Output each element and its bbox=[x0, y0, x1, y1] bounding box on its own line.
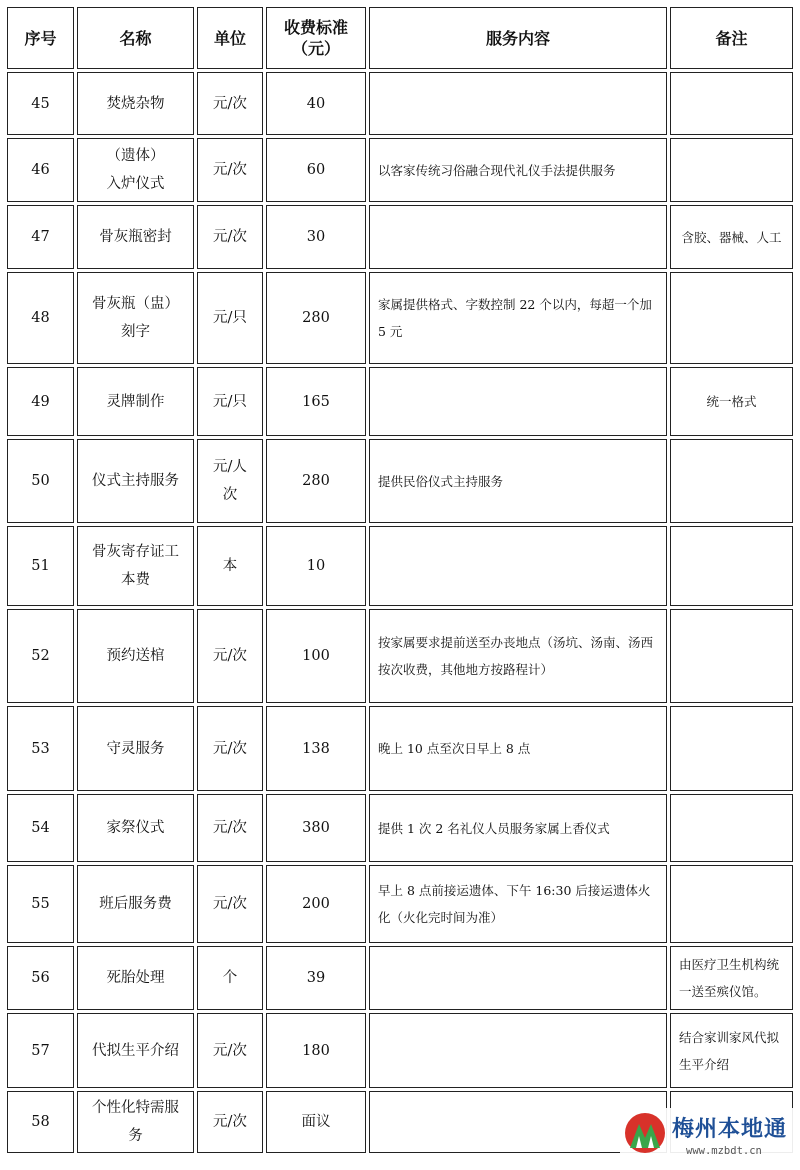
cell-name: 死胎处理 bbox=[77, 946, 194, 1010]
cell-note bbox=[670, 439, 793, 523]
cell-note bbox=[670, 526, 793, 606]
cell-unit: 本 bbox=[197, 526, 263, 606]
table-row bbox=[7, 1013, 793, 1088]
cell-name: 守灵服务 bbox=[77, 706, 194, 791]
cell-name: 预约送棺 bbox=[77, 609, 194, 703]
table-row bbox=[7, 439, 793, 523]
cell-name: 骨灰瓶密封 bbox=[77, 205, 194, 269]
watermark bbox=[620, 1108, 798, 1168]
cell-service: 家属提供格式、字数控制 22 个以内，每超一个加 5 元 bbox=[369, 272, 667, 364]
table-row bbox=[7, 367, 793, 436]
header-no: 序号 bbox=[7, 7, 74, 69]
table-row bbox=[7, 138, 793, 202]
cell-name: 骨灰寄存证工本费 bbox=[77, 526, 194, 606]
cell-fee: 面议 bbox=[266, 1091, 366, 1153]
cell-name: 灵牌制作 bbox=[77, 367, 194, 436]
cell-name: （遗体）入炉仪式 bbox=[77, 138, 194, 202]
cell-fee: 30 bbox=[266, 205, 366, 269]
cell-service: 早上 8 点前接运遗体、下午 16:30 后接运遗体火化（火化完时间为准） bbox=[369, 865, 667, 943]
cell-service bbox=[369, 946, 667, 1010]
cell-note bbox=[670, 609, 793, 703]
cell-service bbox=[369, 526, 667, 606]
cell-note bbox=[670, 706, 793, 791]
cell-name: 家祭仪式 bbox=[77, 794, 194, 862]
cell-unit: 元/次 bbox=[197, 706, 263, 791]
header-note: 备注 bbox=[670, 7, 793, 69]
cell-no: 55 bbox=[7, 865, 74, 943]
cell-no: 48 bbox=[7, 272, 74, 364]
table-row bbox=[7, 72, 793, 135]
cell-unit: 元/次 bbox=[197, 72, 263, 135]
header-row bbox=[7, 7, 793, 69]
table-row bbox=[7, 609, 793, 703]
header-service: 服务内容 bbox=[369, 7, 667, 69]
cell-no: 54 bbox=[7, 794, 74, 862]
cell-service bbox=[369, 367, 667, 436]
cell-fee: 380 bbox=[266, 794, 366, 862]
cell-unit: 元/只 bbox=[197, 272, 263, 364]
cell-fee: 165 bbox=[266, 367, 366, 436]
cell-service: 提供民俗仪式主持服务 bbox=[369, 439, 667, 523]
cell-note bbox=[670, 72, 793, 135]
cell-unit: 元/只 bbox=[197, 367, 263, 436]
cell-no: 45 bbox=[7, 72, 74, 135]
header-fee: 收费标准（元） bbox=[266, 7, 366, 69]
cell-fee: 60 bbox=[266, 138, 366, 202]
table-row bbox=[7, 946, 793, 1010]
cell-fee: 280 bbox=[266, 272, 366, 364]
cell-unit: 元/次 bbox=[197, 794, 263, 862]
cell-name: 骨灰瓶（盅）刻字 bbox=[77, 272, 194, 364]
cell-name: 焚烧杂物 bbox=[77, 72, 194, 135]
watermark-title: 梅州本地通 bbox=[672, 1117, 788, 1142]
cell-note bbox=[670, 138, 793, 202]
cell-no: 52 bbox=[7, 609, 74, 703]
cell-unit: 元/次 bbox=[197, 1013, 263, 1088]
cell-service: 晚上 10 点至次日早上 8 点 bbox=[369, 706, 667, 791]
cell-fee: 100 bbox=[266, 609, 366, 703]
cell-name: 个性化特需服务 bbox=[77, 1091, 194, 1153]
cell-no: 58 bbox=[7, 1091, 74, 1153]
table-row bbox=[7, 794, 793, 862]
watermark-url: www.mzbdt.cn bbox=[686, 1145, 762, 1157]
cell-unit: 元/人次 bbox=[197, 439, 263, 523]
cell-note: 结合家训家风代拟生平介绍 bbox=[670, 1013, 793, 1088]
cell-fee: 138 bbox=[266, 706, 366, 791]
cell-no: 53 bbox=[7, 706, 74, 791]
cell-service: 按家属要求提前送至办丧地点（汤坑、汤南、汤西按次收费，其他地方按路程计） bbox=[369, 609, 667, 703]
header-unit: 单位 bbox=[197, 7, 263, 69]
table-row bbox=[7, 205, 793, 269]
cell-service bbox=[369, 72, 667, 135]
cell-note bbox=[670, 794, 793, 862]
cell-unit: 个 bbox=[197, 946, 263, 1010]
table-row bbox=[7, 706, 793, 791]
cell-unit: 元/次 bbox=[197, 138, 263, 202]
cell-fee: 10 bbox=[266, 526, 366, 606]
cell-note bbox=[670, 865, 793, 943]
cell-unit: 元/次 bbox=[197, 865, 263, 943]
cell-unit: 元/次 bbox=[197, 609, 263, 703]
cell-unit: 元/次 bbox=[197, 1091, 263, 1153]
cell-note: 统一格式 bbox=[670, 367, 793, 436]
cell-fee: 39 bbox=[266, 946, 366, 1010]
cell-name: 仪式主持服务 bbox=[77, 439, 194, 523]
cell-no: 51 bbox=[7, 526, 74, 606]
cell-no: 56 bbox=[7, 946, 74, 1010]
mountain-logo-icon bbox=[624, 1112, 666, 1154]
cell-no: 46 bbox=[7, 138, 74, 202]
cell-note: 由医疗卫生机构统一送至殡仪馆。 bbox=[670, 946, 793, 1010]
table-row bbox=[7, 526, 793, 606]
cell-note: 含胶、器械、人工 bbox=[670, 205, 793, 269]
cell-no: 47 bbox=[7, 205, 74, 269]
cell-service: 提供 1 次 2 名礼仪人员服务家属上香仪式 bbox=[369, 794, 667, 862]
table-row bbox=[7, 865, 793, 943]
cell-no: 49 bbox=[7, 367, 74, 436]
cell-unit: 元/次 bbox=[197, 205, 263, 269]
cell-fee: 180 bbox=[266, 1013, 366, 1088]
cell-service bbox=[369, 205, 667, 269]
cell-service: 以客家传统习俗融合现代礼仪手法提供服务 bbox=[369, 138, 667, 202]
cell-no: 57 bbox=[7, 1013, 74, 1088]
cell-service bbox=[369, 1013, 667, 1088]
cell-fee: 40 bbox=[266, 72, 366, 135]
fee-table bbox=[4, 4, 796, 1156]
cell-name: 代拟生平介绍 bbox=[77, 1013, 194, 1088]
header-name: 名称 bbox=[77, 7, 194, 69]
cell-no: 50 bbox=[7, 439, 74, 523]
cell-fee: 280 bbox=[266, 439, 366, 523]
cell-name: 班后服务费 bbox=[77, 865, 194, 943]
cell-fee: 200 bbox=[266, 865, 366, 943]
table-row bbox=[7, 272, 793, 364]
cell-note bbox=[670, 272, 793, 364]
